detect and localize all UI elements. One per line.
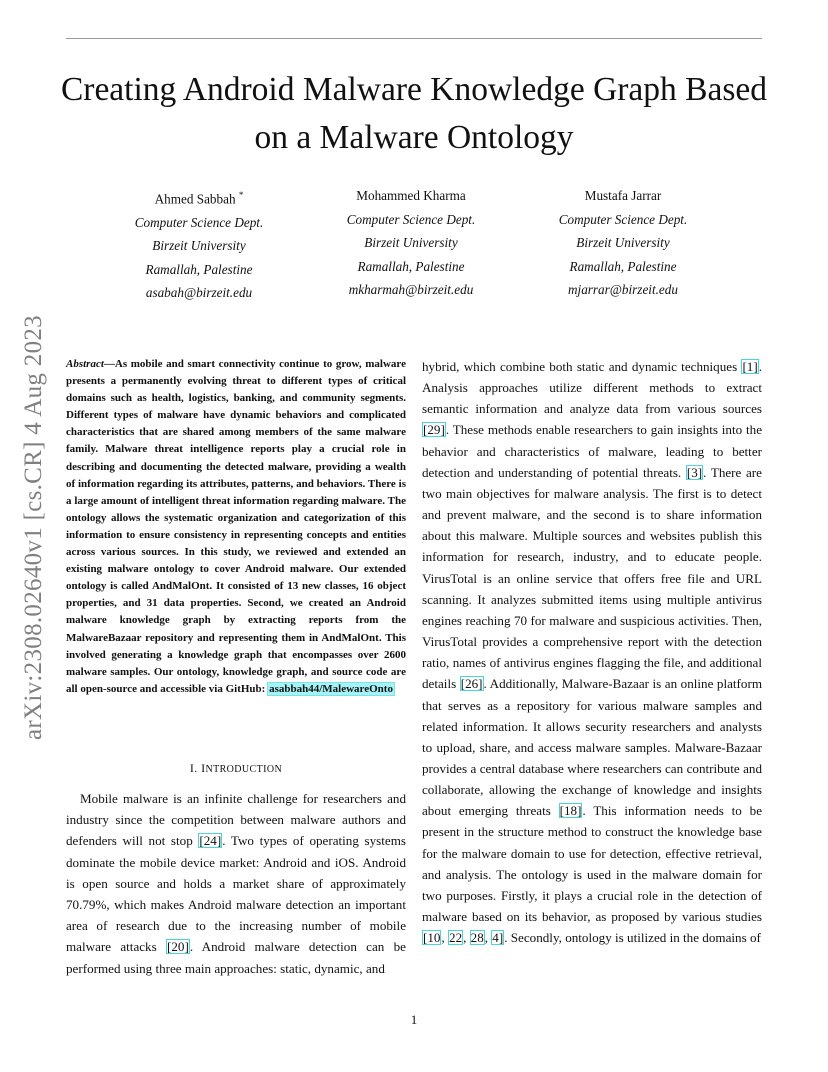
author-dept: Computer Science Dept.: [134, 214, 264, 230]
body-text: ,: [484, 930, 492, 946]
body-text: ,: [441, 930, 449, 946]
author-dept: Computer Science Dept.: [558, 211, 688, 227]
section-heading-introduction: I. INTRODUCTION: [189, 761, 283, 775]
body-text: . This information needs to be present in the structure method to construct the knowledge base for the malware domain to use for detection, effective retrieval, and analysis. The ontology is used in the malware domain for two purposes. Firstly, it plays a crucial role in the detection of malware based on its behavior, as proposed by various studies: [422, 803, 763, 925]
author-2: [296, 184, 526, 302]
author-university: Birzeit University: [364, 235, 458, 250]
author-city: Ramallah, Palestine: [569, 258, 677, 274]
intro-paragraph-continued: [422, 356, 762, 948]
abstract-text: —As mobile and smart connectivity continue to grow, malware presents a permanently evolving threat to different types of critical domains such as health, logistics, banking, and community segments. Different types of malware have dynamic behaviors and complicated characteristics that are shared among members of the same malware family. Malware threat intelligence reports play a crucial role in describing and documenting the detected malware, providing a wealth of information regarding its attributes, patterns, and behaviors. There is a large amount of intelligent threat information regarding malware. The ontology allows the systematic organization and categorization of this information to ensure consistency in representing concepts and entities across various sources. In this study, we reviewed and extended an existing malware ontology to cover Android malware. Our extended ontology is called AndMalOnt. It consisted of 13 new classes, 16 object properties, and 31 data properties. Second, we created an Android malware knowledge graph by extracting reports from the MalwareBazaar repository and representing them in AndMalOnt. This involved generating a knowledge graph that encompasses over 2600 malware samples. Our ontology, knowledge graph, and source code are all open-source and accessible via GitHub:: [66, 358, 406, 695]
author-university: Birzeit University: [152, 238, 246, 254]
body-text: . Android malware detection can be performed using three main approaches: static, dynamic, and: [66, 939, 406, 976]
title-line-1: Creating Android Malware Knowledge Graph Based: [60, 71, 768, 108]
citation-link[interactable]: [1]: [742, 359, 758, 374]
author-email[interactable]: asabah@birzeit.edu: [145, 285, 253, 301]
top-rule: [66, 38, 762, 39]
abstract: [66, 356, 406, 698]
author-dept: Computer Science Dept.: [346, 211, 476, 227]
body-text: . These methods enable researchers to gain insights into the behavior and characteristics of malware, leading to better detection and understanding of potential threats.: [422, 422, 762, 480]
intro-right-column: [422, 356, 762, 948]
body-text: hybrid, which combine both static and dynamic techniques: [422, 359, 742, 374]
citation-link[interactable]: 22: [449, 930, 463, 946]
intro-paragraph: [66, 788, 406, 979]
citation-link[interactable]: 4]: [492, 930, 504, 946]
paper-title: [60, 66, 768, 162]
body-text: . Two types of operating systems dominate the mobile device market: Android and iOS. Android is open source and holds a market share of approximately 70.79%, which makes Android malware detection an important area of research due to the increasing number of mobile malware attacks: [66, 833, 407, 955]
author-university: Birzeit University: [576, 235, 670, 250]
arxiv-identifier[interactable]: arXiv:2308.02640v1 [cs.CR] 4 Aug 2023: [20, 315, 47, 740]
author-name: Ahmed Sabbah *: [154, 190, 244, 207]
body-text: Mobile malware is an infinite challenge for researchers and industry since the competition between malware authors and defenders will not stop: [66, 791, 406, 849]
author-email[interactable]: mjarrar@birzeit.edu: [568, 282, 678, 297]
citation-link[interactable]: 28: [470, 930, 484, 946]
author-city: Ramallah, Palestine: [357, 258, 465, 274]
citation-link[interactable]: [26]: [460, 676, 483, 692]
author-email[interactable]: mkharmah@birzeit.edu: [348, 282, 474, 297]
citation-link[interactable]: [24]: [199, 833, 222, 849]
body-text: . There are two main objectives for malware analysis. The first is to detect and prevent malware, and the second is to share information about this malware. Multiple sources and websites publish this information for research, industry, and to educate people. VirusTotal is an online service that offers free file and URL scanning. It analyzes submitted items using multiple antivirus engines reaching 70 for malware and suspicious activities. Then, VirusTotal provides a comprehensive report with the detection ratio, names of antivirus engines flagging the file, and additional details: [422, 464, 762, 692]
citation-link[interactable]: [3]: [686, 464, 703, 480]
author-city: Ramallah, Palestine: [145, 261, 253, 277]
body-text: . Secondly, ontology is utilized in the domains of: [504, 930, 761, 946]
citation-link[interactable]: [20]: [166, 939, 189, 955]
citation-link[interactable]: [18]: [559, 803, 582, 819]
title-line-2: on a Malware Ontology: [254, 119, 574, 156]
citation-link[interactable]: [29]: [423, 422, 445, 438]
github-link[interactable]: asabbah44/MalewareOnto: [269, 682, 393, 695]
body-text: ,: [463, 930, 470, 946]
author-1: [84, 184, 314, 305]
corresponding-mark: *: [238, 190, 244, 200]
citation-link[interactable]: [10: [423, 930, 441, 946]
author-name: Mustafa Jarrar: [584, 188, 662, 203]
author-3: [508, 184, 738, 302]
page-number: 1: [410, 1012, 418, 1027]
author-name: Mohammed Kharma: [356, 188, 466, 203]
body-text: . Analysis approaches utilize different methods to extract semantic information and analyze data from various sources: [422, 359, 762, 417]
body-text: . Additionally, Malware-Bazaar is an online platform that serves as a repository for various malware samples and related information. It allows security researchers and analysts to upload, share, and access malware samples. Malware-Bazaar provides a central database where researchers can contribute and collaborate, allowing the exchange of knowledge and insights about emerging threats: [422, 676, 763, 819]
abstract-label: Abstract: [66, 358, 104, 370]
intro-left-column: [66, 788, 406, 979]
